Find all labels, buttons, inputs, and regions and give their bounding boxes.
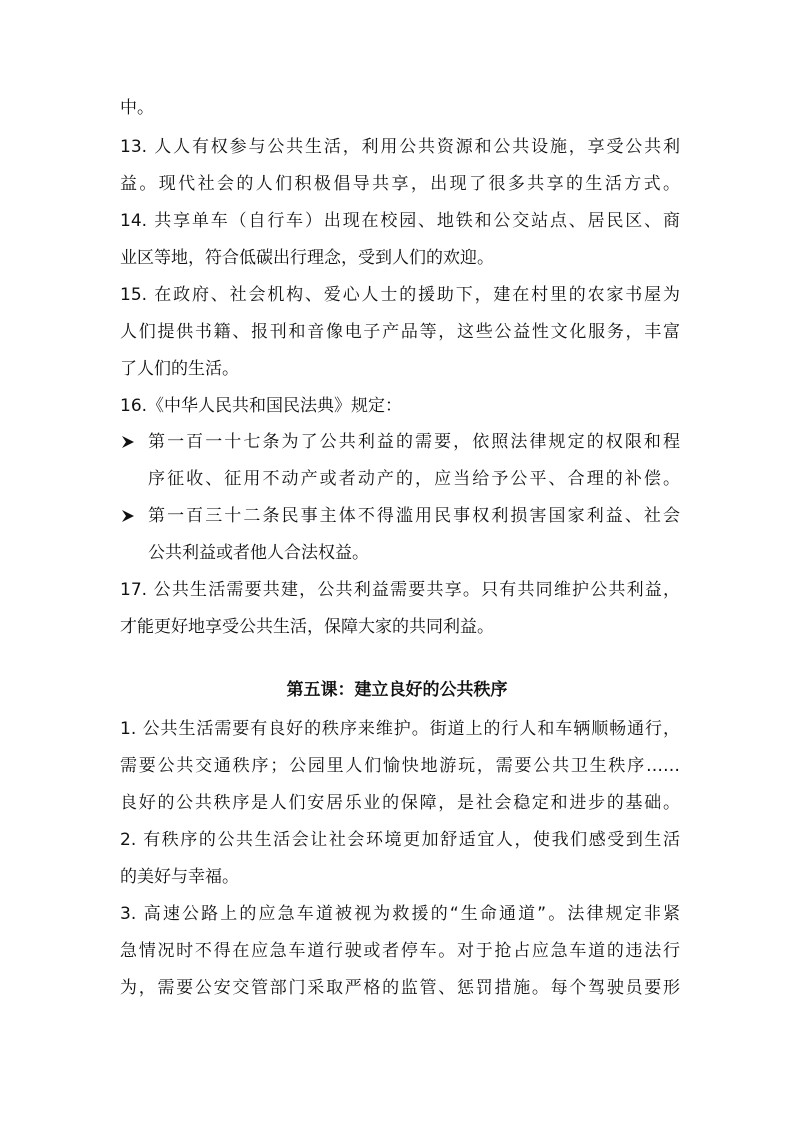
item-15-line-3: 了人们的生活。: [120, 359, 239, 379]
item-14-line-2: 业区等地，符合低碳出行理念，受到人们的欢迎。: [120, 248, 494, 268]
lesson5-item-1-line-3: 良好的公共秩序是人们安居乐业的保障，是社会稳定和进步的基础。: [120, 793, 680, 813]
lesson5-item-1-line-1: 1. 公共生活需要有良好的秩序来维护。街道上的行人和车辆顺畅通行，: [120, 719, 680, 739]
lesson5-item-1-line-2: 需要公共交通秩序；公园里人们愉快地游玩，需要公共卫生秩序……: [120, 756, 680, 776]
item-14-line-1: 14. 共享单车（自行车）出现在校园、地铁和公交站点、居民区、商: [120, 211, 680, 231]
lesson5-item-2-line-2: 的美好与幸福。: [120, 867, 239, 887]
item-16-line-1: 16.《中华人民共和国民法典》规定：: [120, 396, 403, 416]
item-15-line-1: 15. 在政府、社会机构、爱心人士的援助下，建在村里的农家书屋为: [120, 285, 680, 305]
lesson5-item-2-line-1: 2. 有秩序的公共生活会让社会环境更加舒适宜人，使我们感受到生活: [120, 830, 680, 850]
lesson5-item-3-line-2: 急情况时不得在应急车道行驶或者停车。对于抢占应急车道的违法行: [120, 941, 680, 961]
bullet-item-132-line-2: 公共利益或者他人合法权益。: [148, 543, 369, 563]
item-13-line-1: 13. 人人有权参与公共生活，利用公共资源和公共设施，享受公共利: [120, 137, 680, 157]
bullet-item-132-line-1: 第一百三十二条民事主体不得滥用民事权利损害国家利益、社会: [148, 506, 680, 526]
item-17-line-1: 17. 公共生活需要共建，公共利益需要共享。只有共同维护公共利益，: [120, 580, 680, 600]
item-17-line-2: 才能更好地享受公共生活，保障大家的共同利益。: [120, 617, 494, 637]
item-15-line-2: 人们提供书籍、报刊和音像电子产品等，这些公益性文化服务，丰富: [120, 322, 680, 342]
text-line: 中。: [120, 98, 154, 118]
bullet-item-117-line-2: 序征收、征用不动产或者动产的，应当给予公平、合理的补偿。: [148, 469, 680, 489]
arrowhead-bullet-icon: [120, 508, 136, 524]
lesson5-item-3-line-3: 为，需要公安交管部门采取严格的监管、惩罚措施。每个驾驶员要形: [120, 978, 680, 998]
arrowhead-bullet-icon: [120, 434, 136, 450]
item-13-line-2: 益。现代社会的人们积极倡导共享，出现了很多共享的生活方式。: [120, 174, 680, 194]
lesson-heading: 第五课：建立良好的公共秩序: [286, 680, 508, 700]
bullet-item-117-line-1: 第一百一十七条为了公共利益的需要，依照法律规定的权限和程: [148, 432, 680, 452]
lesson5-item-3-line-1: 3. 高速公路上的应急车道被视为救援的“生命通道”。法律规定非紧: [120, 904, 680, 924]
